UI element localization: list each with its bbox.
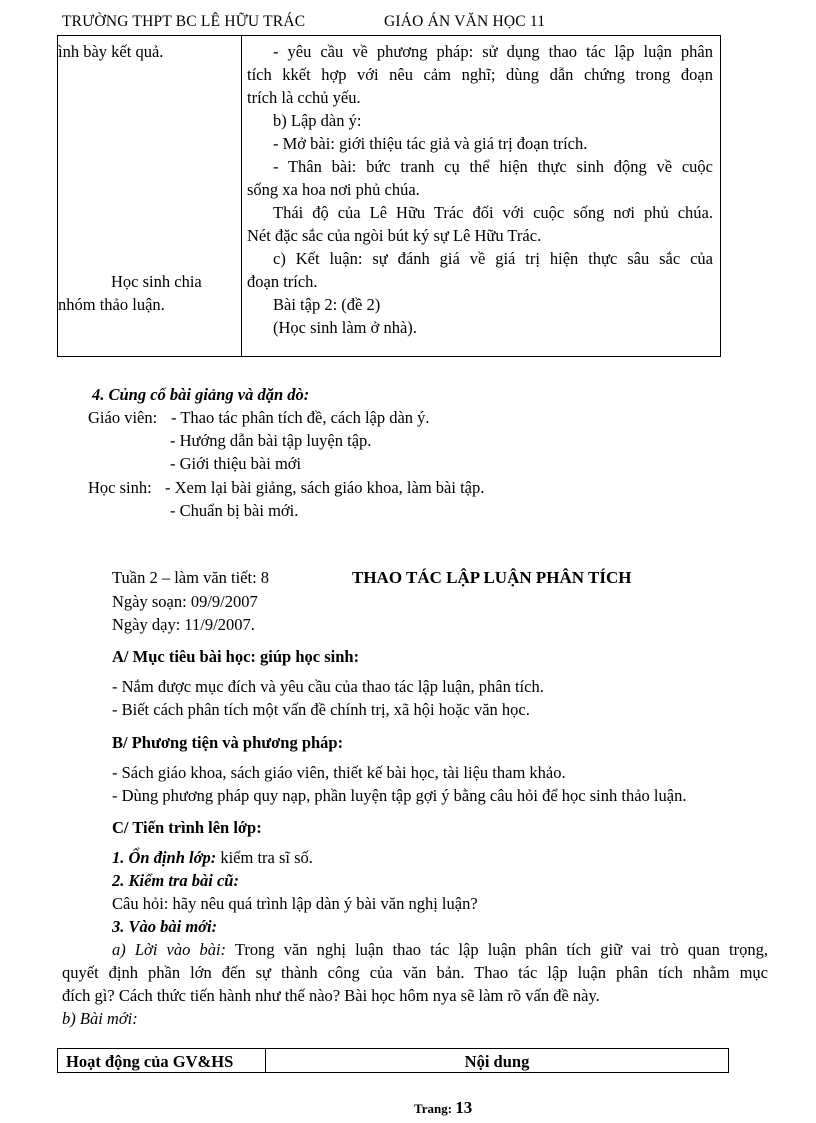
step1-text: kiểm tra sĩ số.	[216, 848, 313, 867]
teacher-item: - Thao tác phân tích đề, cách lập dàn ý.	[171, 408, 430, 427]
table-text-line: Nét đặc sắc của ngòi bút ký sự Lê Hữu Trác.	[247, 226, 542, 245]
section-a-heading: A/ Mục tiêu bài học: giúp học sinh:	[112, 647, 360, 666]
table-text-line: sống xa hoa nơi phủ chúa.	[247, 180, 420, 199]
section-a-item: - Biết cách phân tích một vấn đề chính trị, xã hội hoặc văn học.	[112, 700, 530, 719]
table-text-line: - yêu cầu về phương pháp: sử dụng thao tác lập luận phân	[273, 42, 713, 61]
student-item: - Xem lại bài giảng, sách giáo khoa, làm bài tập.	[165, 478, 485, 497]
section-b-heading: B/ Phương tiện và phương pháp:	[112, 733, 344, 752]
page-number-value: 13	[455, 1098, 473, 1117]
column-header-activity: Hoạt động của GV&HS	[66, 1052, 234, 1071]
intro-paragraph-line3: đích gì? Cách thức tiến hành như thế nào? Bài học hôm nya sẽ làm rõ vấn đề này.	[62, 986, 600, 1005]
header-subject: GIÁO ÁN VĂN HỌC 11	[384, 13, 546, 30]
student-item: - Chuẩn bị bài mới.	[170, 501, 299, 520]
left-cell-line: ình bày kết quả.	[58, 42, 164, 61]
activity-table-continued	[57, 35, 721, 357]
table-text-line: Thái độ của Lê Hữu Trác đối với cuộc sống nơi phủ chúa.	[273, 203, 713, 222]
section4-title: 4. Củng cố bài giảng và dặn dò:	[92, 385, 310, 404]
section-b-item: - Sách giáo khoa, sách giáo viên, thiết kế bài học, tài liệu tham khảo.	[112, 763, 566, 782]
table-text-line: trích là cchủ yếu.	[247, 88, 361, 107]
teach-date: Ngày dạy: 11/9/2007.	[112, 615, 255, 634]
lesson-title: THAO TÁC LẬP LUẬN PHÂN TÍCH	[352, 568, 632, 587]
table-text-line: - Thân bài: bức tranh cụ thể hiện thực sinh động về cuộc	[273, 157, 713, 176]
intro-text: Trong văn nghị luận thao tác lập luận phân tích giữ vai trò quan trọng,	[226, 940, 768, 959]
table-text-line: c) Kết luận: sự đánh giá về giá trị hiện thực sâu sắc của	[273, 249, 713, 268]
review-question: Câu hỏi: hãy nêu quá trình lập dàn ý bài văn nghị luận?	[112, 894, 478, 913]
teacher-item: - Giới thiệu bài mới	[170, 454, 302, 473]
section-b-item: - Dùng phương pháp quy nạp, phần luyện tập gợi ý bằng câu hỏi để học sinh thảo luận.	[112, 786, 687, 805]
table-text-line: đoạn trích.	[247, 272, 318, 291]
new-lesson-label: b) Bài mới:	[62, 1009, 138, 1028]
step1	[112, 846, 313, 869]
column-header-content: Nội dung	[464, 1052, 530, 1071]
table-text-line: Bài tập 2: (đề 2)	[273, 295, 381, 314]
lesson-week: Tuần 2 – làm văn tiết: 8	[112, 568, 270, 587]
header-school: TRƯỜNG THPT BC LÊ HỮU TRÁC	[62, 13, 306, 30]
table-text-line: - Mở bài: giới thiệu tác giả và giá trị đoạn trích.	[273, 134, 588, 153]
intro-label: a) Lời vào bài:	[112, 940, 227, 959]
section-c-heading: C/ Tiến trình lên lớp:	[112, 818, 262, 837]
page-number	[414, 1096, 472, 1120]
table-right-cell	[247, 40, 713, 339]
left-cell-line: Học sinh chia	[111, 272, 202, 291]
intro-line: quyết định phần lớn đến sự thành công của văn bản. Thao tác lập luận phân tích nhằm mục	[62, 963, 768, 982]
prep-date: Ngày soạn: 09/9/2007	[112, 592, 258, 611]
page-label: Trang:	[414, 1101, 456, 1116]
intro-paragraph-line1	[112, 938, 768, 961]
step2-label: 2. Kiểm tra bài cũ:	[112, 871, 239, 890]
teacher-item: - Hướng dẫn bài tập luyện tập.	[170, 431, 372, 450]
teacher-label: Giáo viên:	[88, 408, 158, 427]
table-column-divider	[241, 36, 242, 356]
section-a-item: - Nắm được mục đích và yêu cầu của thao tác lập luận, phân tích.	[112, 677, 544, 696]
step1-label: 1. Ổn định lớp:	[112, 848, 217, 867]
table-text-line: (Học sinh làm ở nhà).	[273, 318, 417, 337]
left-cell-line: nhóm thảo luận.	[58, 295, 165, 314]
step3-label: 3. Vào bài mới:	[112, 917, 218, 936]
student-label: Học sinh:	[88, 478, 152, 497]
table-text-line: b) Lập dàn ý:	[273, 111, 362, 130]
table-text-line: tích kkết hợp với nêu cảm nghĩ; dùng dẫn chứng trong đoạn	[247, 65, 713, 84]
intro-paragraph-line2	[62, 961, 768, 984]
activity-table-header	[57, 1048, 729, 1073]
